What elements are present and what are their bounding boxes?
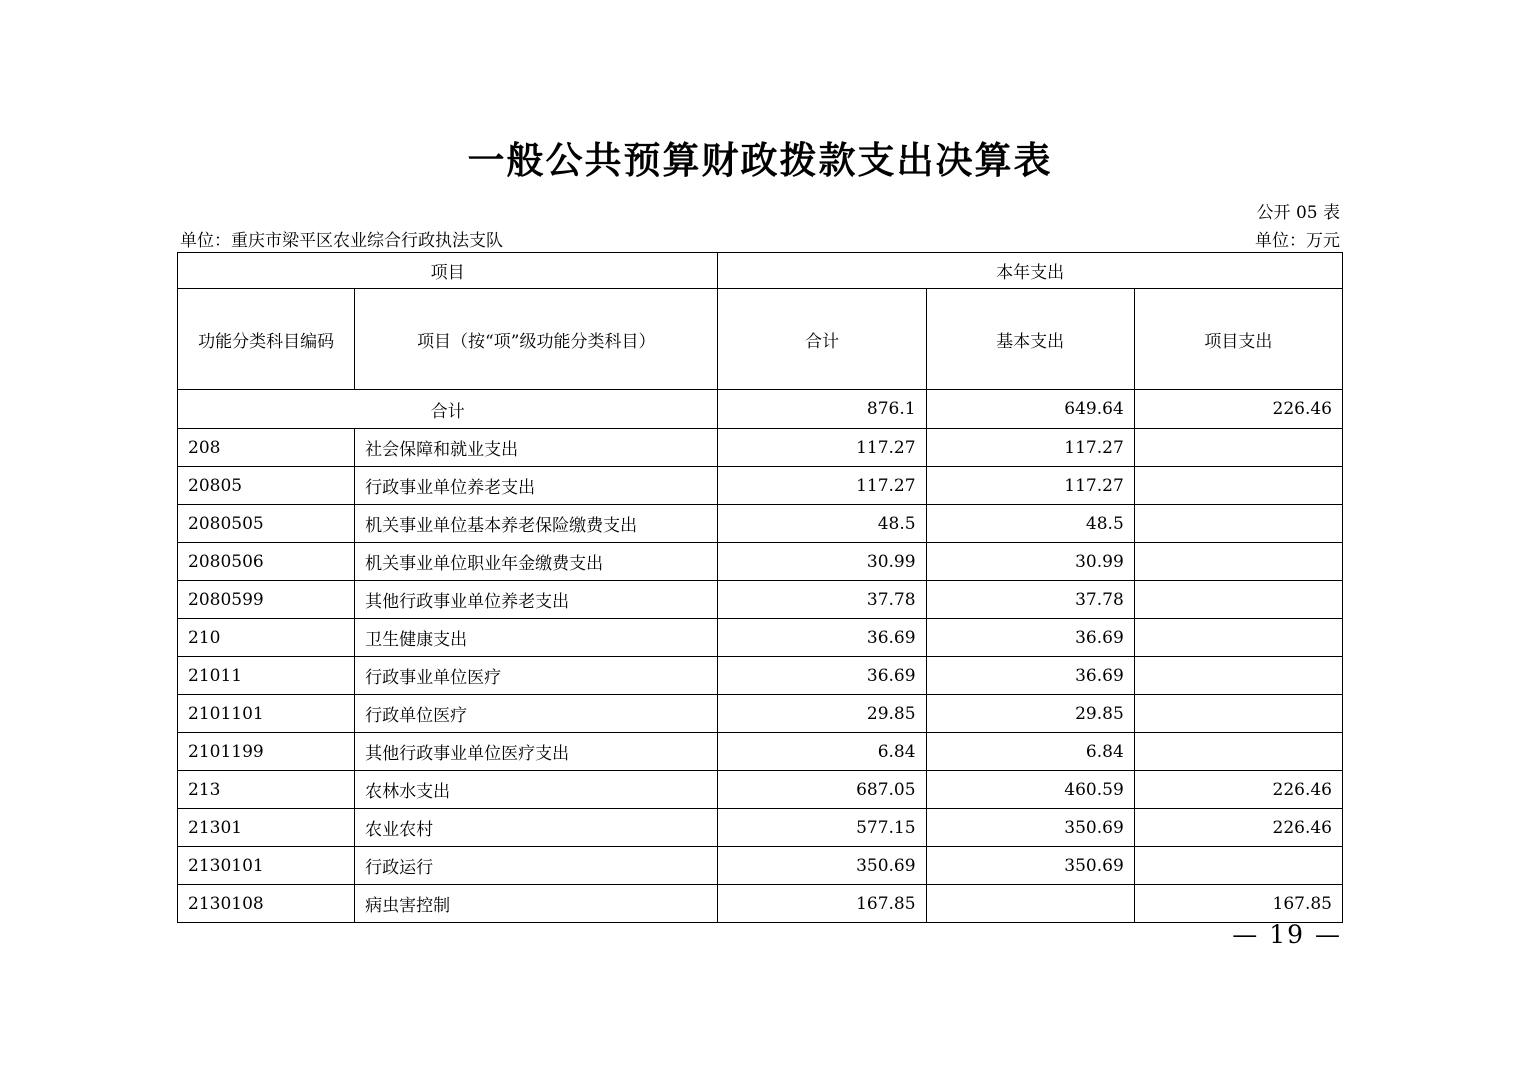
row-code: 2080505 <box>178 505 355 543</box>
table-row <box>178 657 1343 695</box>
header-col-code: 功能分类科目编码 <box>178 289 355 390</box>
row-code: 208 <box>178 429 355 467</box>
table-total-row <box>178 390 1343 429</box>
row-code: 2130108 <box>178 885 355 923</box>
row-total: 48.5 <box>718 505 926 543</box>
row-project <box>1134 505 1342 543</box>
row-code: 20805 <box>178 467 355 505</box>
row-name: 机关事业单位职业年金缴费支出 <box>355 543 718 581</box>
total-amount-project: 226.46 <box>1134 390 1342 429</box>
row-total: 350.69 <box>718 847 926 885</box>
total-label: 合计 <box>178 390 718 429</box>
row-basic: 460.59 <box>926 771 1134 809</box>
sheet-number: 公开 05 表 <box>1256 203 1340 223</box>
page-number: — 19 — <box>1232 920 1342 949</box>
row-name: 农业农村 <box>355 809 718 847</box>
row-code: 2101199 <box>178 733 355 771</box>
row-name: 行政运行 <box>355 847 718 885</box>
row-project <box>1134 581 1342 619</box>
header-group-item: 项目 <box>178 253 718 289</box>
row-project <box>1134 847 1342 885</box>
row-basic <box>926 885 1134 923</box>
row-basic: 36.69 <box>926 657 1134 695</box>
row-basic: 350.69 <box>926 809 1134 847</box>
row-name: 其他行政事业单位养老支出 <box>355 581 718 619</box>
row-total: 36.69 <box>718 657 926 695</box>
row-name: 病虫害控制 <box>355 885 718 923</box>
table-row <box>178 885 1343 923</box>
row-project <box>1134 429 1342 467</box>
row-name: 其他行政事业单位医疗支出 <box>355 733 718 771</box>
table-row <box>178 695 1343 733</box>
row-code: 21011 <box>178 657 355 695</box>
row-name: 行政单位医疗 <box>355 695 718 733</box>
table-row <box>178 847 1343 885</box>
row-name: 农林水支出 <box>355 771 718 809</box>
expenditure-table <box>177 252 1343 923</box>
row-name: 社会保障和就业支出 <box>355 429 718 467</box>
header-group-current-year: 本年支出 <box>718 253 1343 289</box>
header-col-name: 项目（按“项”级功能分类科目） <box>355 289 718 390</box>
row-total: 6.84 <box>718 733 926 771</box>
row-basic: 6.84 <box>926 733 1134 771</box>
row-project <box>1134 657 1342 695</box>
row-project <box>1134 619 1342 657</box>
header-col-total: 合计 <box>718 289 926 390</box>
row-project <box>1134 733 1342 771</box>
row-basic: 350.69 <box>926 847 1134 885</box>
table-row <box>178 581 1343 619</box>
table-row <box>178 429 1343 467</box>
row-basic: 37.78 <box>926 581 1134 619</box>
unit-measure: 单位：万元 <box>1255 231 1340 251</box>
row-name: 行政事业单位养老支出 <box>355 467 718 505</box>
row-code: 21301 <box>178 809 355 847</box>
row-project: 167.85 <box>1134 885 1342 923</box>
table-row <box>178 771 1343 809</box>
row-code: 2080506 <box>178 543 355 581</box>
table-header-group-row <box>178 253 1343 289</box>
row-basic: 36.69 <box>926 619 1134 657</box>
table-row <box>178 543 1343 581</box>
row-basic: 30.99 <box>926 543 1134 581</box>
table-row <box>178 467 1343 505</box>
row-basic: 117.27 <box>926 467 1134 505</box>
row-total: 167.85 <box>718 885 926 923</box>
row-code: 2101101 <box>178 695 355 733</box>
row-code: 2130101 <box>178 847 355 885</box>
page-title: 一般公共预算财政拨款支出决算表 <box>467 138 1053 182</box>
row-basic: 48.5 <box>926 505 1134 543</box>
row-total: 36.69 <box>718 619 926 657</box>
row-total: 117.27 <box>718 467 926 505</box>
row-basic: 117.27 <box>926 429 1134 467</box>
row-total: 117.27 <box>718 429 926 467</box>
table-row <box>178 733 1343 771</box>
row-project: 226.46 <box>1134 809 1342 847</box>
row-total: 29.85 <box>718 695 926 733</box>
table-row <box>178 809 1343 847</box>
table-row <box>178 505 1343 543</box>
row-basic: 29.85 <box>926 695 1134 733</box>
row-project <box>1134 695 1342 733</box>
row-name: 卫生健康支出 <box>355 619 718 657</box>
unit-name: 单位：重庆市梁平区农业综合行政执法支队 <box>180 231 503 251</box>
total-amount-total: 876.1 <box>718 390 926 429</box>
total-amount-basic: 649.64 <box>926 390 1134 429</box>
row-code: 213 <box>178 771 355 809</box>
row-code: 2080599 <box>178 581 355 619</box>
row-code: 210 <box>178 619 355 657</box>
header-col-project: 项目支出 <box>1134 289 1342 390</box>
row-total: 577.15 <box>718 809 926 847</box>
row-name: 行政事业单位医疗 <box>355 657 718 695</box>
row-project <box>1134 543 1342 581</box>
row-total: 687.05 <box>718 771 926 809</box>
row-name: 机关事业单位基本养老保险缴费支出 <box>355 505 718 543</box>
row-project: 226.46 <box>1134 771 1342 809</box>
row-total: 30.99 <box>718 543 926 581</box>
table-row <box>178 619 1343 657</box>
header-col-basic: 基本支出 <box>926 289 1134 390</box>
row-total: 37.78 <box>718 581 926 619</box>
table-header-row <box>178 289 1343 390</box>
row-project <box>1134 467 1342 505</box>
